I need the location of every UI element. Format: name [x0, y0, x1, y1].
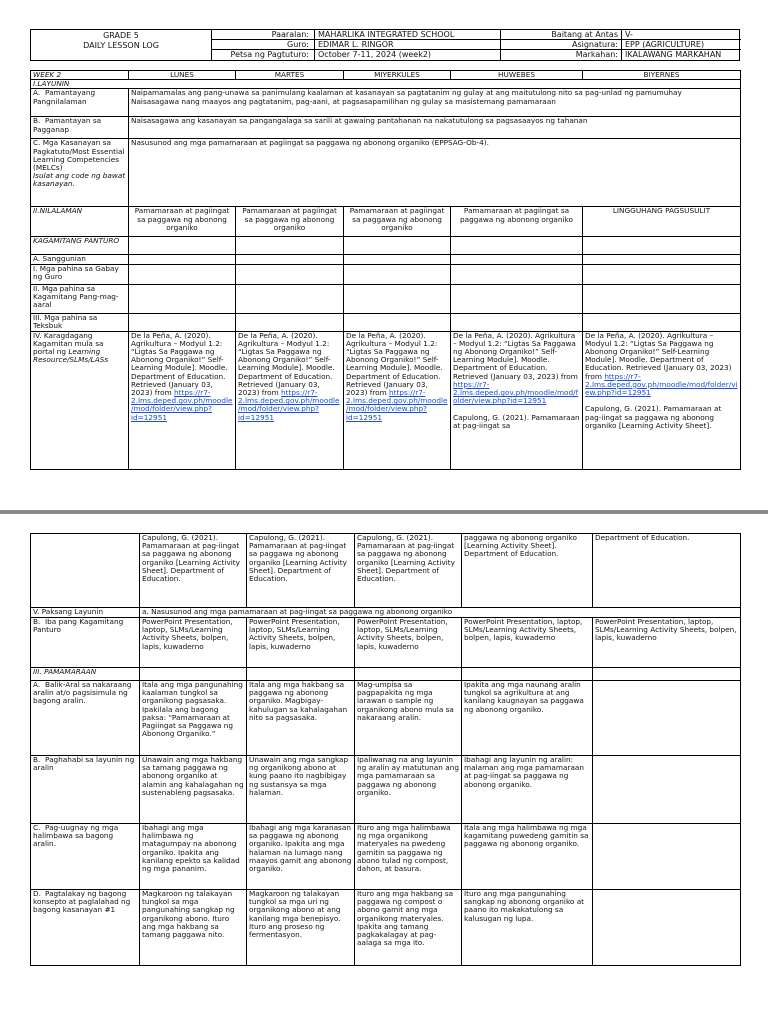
- reference-text: De la Peña, A. (2020). Agrikultura – Modyul 1.2: “Ligtas Sa Paggawa ng Abonong Organiko!” Self-Learning Module]. Moodle. Department of Education. Retrieved (January 03, 2023) from: [238, 331, 335, 398]
- reference-friday: [583, 331, 741, 469]
- empty-cell: [236, 313, 344, 331]
- paghahabi-monday: Unawain ang mga hakbang sa tamang paggawa ng abonong organiko at alamin ang kahalagahan ng sustenableng pagsasaka.: [140, 756, 247, 824]
- pag-uugnay-wednesday: Ituro ang mga halimbawa ng mga organikong materyales na pwedeng gamitin sa paggawa ng abono tulad ng compost, dahon, at basura.: [355, 824, 462, 890]
- pag-uugnay-tuesday: Ibahagi ang mga karanasan sa paggawa ng abonong organiko. Ipakita ang mga halaman na lumago nang maayos gamit ang abonong organiko.: [247, 824, 355, 890]
- row-mark: B.: [33, 755, 41, 764]
- iba-pang-kagamitan-row: [31, 618, 741, 668]
- nilalaman-friday: LINGGUHANG PAGSUSULIT: [583, 207, 741, 237]
- empty-cell: [583, 264, 741, 284]
- empty-cell: [583, 237, 741, 255]
- reference-cont-wednesday: Capulong, G. (2021). Pamamaraan at pag-iingat sa paggawa ng abonong organiko [Learning Activity Sheet]. Department of Education.: [355, 534, 462, 608]
- empty-cell: [129, 264, 236, 284]
- nilalaman-thursday: Pamamaraan at pagiingat sa paggawa ng abonong organiko: [451, 207, 583, 237]
- references-row: [31, 331, 741, 469]
- reference-link[interactable]: https://r7-2.lms.deped.gov.ph/moodle/mod/folder/view.php?id=12951: [131, 388, 233, 422]
- pamamaraan-title: III. PAMAMARAAN: [31, 668, 140, 681]
- reference-link[interactable]: https://r7-2.lms.deped.gov.ph/moodle/mod/folder/view.php?id=12951: [238, 388, 340, 422]
- reference-cont-monday: Capulong, G. (2021). Pamamaraan at pag-iingat sa paggawa ng abonong organiko [Learning Activity Sheet]. Department of Education.: [140, 534, 247, 608]
- empty-cell: [236, 255, 344, 264]
- pag-uugnay-row: [31, 824, 741, 890]
- day-friday: BIYERNES: [583, 71, 741, 80]
- kagamitan-pages-row: [31, 284, 741, 313]
- reference-tuesday: [236, 331, 344, 469]
- empty-cell: [344, 284, 451, 313]
- empty-cell: [31, 534, 140, 608]
- empty-cell: [583, 313, 741, 331]
- reference-text: De la Peña, A. (2020). Agrikultura – Modyul 1.2: “Ligtas Sa Paggawa ng Abonong Organiko!” Self-Learning Module]. Moodle. Department of Education. Retrieved (January 03, 2023) from: [131, 331, 228, 398]
- karagdagang-label: [31, 331, 129, 469]
- empty-cell: [593, 668, 741, 681]
- empty-cell: [344, 264, 451, 284]
- reference-text: De la Peña, A. (2020). Agrikultura – Modyul 1.2: “Ligtas Sa Paggawa ng Abonong Organiko!” Self-Learning Module]. Moodle. Department of Education. Retrieved (January 03, 2023) from: [346, 331, 443, 398]
- iba-thursday: PowerPoint Presentation, laptop, SLMs/Learning Activity Sheets, bolpen, lapis, kuwaderno: [462, 618, 593, 668]
- empty-cell: [462, 668, 593, 681]
- row-mark: B.: [33, 116, 41, 126]
- pamantayang-row: [31, 89, 741, 117]
- lesson-plan-table: [30, 70, 741, 470]
- pagganap-text: Naisasagawa ang kasanayan sa pangangalaga sa sarili at gawaing pantahanan na nakatutulong sa pagsasaayos ng tahanan: [129, 117, 741, 139]
- row-label-text: Pag-uugnay ng mga halimbawa sa bagong aralin.: [33, 823, 119, 849]
- paksang-label: V. Paksang Layunin: [31, 608, 140, 618]
- gabay-row: [31, 264, 741, 284]
- teksbuk-label: III. Mga pahina sa Teksbuk: [31, 313, 129, 331]
- karagdagang-text: IV. Karagdagang Kagamitan mula sa portal ng: [33, 331, 104, 357]
- row-label-text: Iba pang Kagamitang Panturo: [33, 617, 124, 635]
- week-label: WEEK 2: [31, 71, 129, 80]
- empty-cell: [451, 284, 583, 313]
- sanggunian-label: A. Sanggunian: [31, 255, 129, 264]
- day-wednesday: MIYERKULES: [344, 71, 451, 80]
- pagganap-row: [31, 117, 741, 139]
- days-header-row: [31, 71, 741, 80]
- empty-cell: [593, 890, 741, 966]
- empty-cell: [593, 824, 741, 890]
- row-mark: A.: [33, 680, 41, 689]
- kagamitan-pages-label: II. Mga pahina sa Kagamitang Pang-mag-aaral: [31, 284, 129, 313]
- paksang-text: a. Nasusunod ang mga pamamaraan at pag-iingat sa paggawa ng abonong organiko: [140, 608, 741, 618]
- pagtalakay-tuesday: Magkaroon ng talakayan tungkol sa mga uri ng organikong abono at ang kanilang mga benepisyo. Ituro ang proseso ng fermentasyon.: [247, 890, 355, 966]
- empty-cell: [451, 313, 583, 331]
- sanggunian-row: [31, 255, 741, 264]
- paghahabi-row: [31, 756, 741, 824]
- grade-line: GRADE 5: [103, 31, 139, 40]
- subject-value: EPP (AGRICULTURE): [621, 40, 739, 50]
- iba-label: [31, 618, 140, 668]
- reference-wednesday: [344, 331, 451, 469]
- gabay-label: I. Mga pahina sa Gabay ng Guro: [31, 264, 129, 284]
- nilalaman-monday: Pamamaraan at pagiingat sa paggawa ng abonong organiko: [129, 207, 236, 237]
- pagtalakay-monday: Magkaroon ng talakayan tungkol sa mga pangunahing sangkap ng organikong abono. Ituro ang mga hakbang sa tamang paggawa nito.: [140, 890, 247, 966]
- reference-cont-friday: Department of Education.: [593, 534, 741, 608]
- reference-monday: [129, 331, 236, 469]
- reference-cont-tuesday: Capulong, G. (2021). Pamamaraan at pag-iingat sa paggawa ng abonong organiko [Learning Activity Sheet]. Department of Education.: [247, 534, 355, 608]
- melc-label: [31, 139, 129, 207]
- iba-tuesday: PowerPoint Presentation, laptop, SLMs/Learning Activity Sheets, bolpen, lapis, kuwaderno: [247, 618, 355, 668]
- pag-uugnay-thursday: Itala ang mga halimbawa ng mga kagamitang puwedeng gamitin sa paggawa ng abonong organiko.: [462, 824, 593, 890]
- layunin-title: I.LAYUNIN: [31, 80, 741, 89]
- empty-cell: [583, 284, 741, 313]
- empty-cell: [451, 264, 583, 284]
- balik-aral-label: [31, 681, 140, 756]
- reference-link[interactable]: https://r7-2.lms.deped.gov.ph/moodle/mod/folder/view.php?id=12951: [453, 379, 579, 406]
- grade-title-block: [31, 30, 212, 61]
- reference-link[interactable]: https://r7-2.lms.deped.gov.ph/moodle/mod/folder/view.php?id=12951: [585, 371, 738, 398]
- empty-cell: [129, 313, 236, 331]
- references-continued-row: [31, 534, 741, 608]
- nilalaman-wednesday: Pamamaraan at pagiingat sa paggawa ng abonong organiko: [344, 207, 451, 237]
- pagtalakay-thursday: Ituro ang mga pangunahing sangkap ng abonong organiko at paano ito makakatulong sa kalusugan ng lupa.: [462, 890, 593, 966]
- reference-link[interactable]: https://r7-2.lms.deped.gov.ph/moodle/mod/folder/view.php?id=12951: [346, 388, 448, 422]
- row-label-text: Pagtalakay ng bagong konsepto at paglalahad ng bagong kasanayan #1: [33, 889, 131, 915]
- paksang-layunin-row: [31, 608, 741, 618]
- empty-cell: [129, 255, 236, 264]
- school-value: MAHARLIKA INTEGRATED SCHOOL: [314, 30, 500, 40]
- pamantayang-text: Naipamamalas ang pang-unawa sa panimulang kaalaman at kasanayan sa pagtatanim ng gulay at ang maitutulong nito sa pag-unlad ng pamumuhay Naisasagawa nang maayos ang pagtatanim, pag-aani, at pagsasapamilihan ng gulay sa masistemang pamamaraan: [129, 89, 741, 117]
- document-page-1: [0, 0, 768, 510]
- day-tuesday: MARTES: [236, 71, 344, 80]
- pag-uugnay-monday: Ibahagi ang mga halimbawa ng matagumpay na abonong organiko. Ipakita ang kanilang epekto sa kalidad ng mga pananim.: [140, 824, 247, 890]
- row-label-text: Paghahabi sa layunin ng aralin: [33, 755, 135, 773]
- row-label-text: Pamantayang Pangnilalaman: [33, 88, 96, 106]
- empty-cell: [451, 237, 583, 255]
- teacher-value: EDIMAR L. RINGOR: [314, 40, 500, 50]
- row-mark: D.: [33, 889, 41, 898]
- pagtalakay-wednesday: Ituro ang mga hakbang sa paggawa ng compost o abono gamit ang mga organikong materyales. Ipakita ang tamang pagkakalagay at pag-aalaga sa mga ito.: [355, 890, 462, 966]
- kagamitan-title: KAGAMITANG PANTURO: [31, 237, 129, 255]
- balik-aral-tuesday: Itala ang mga hakbang sa paggawa ng abonong organiko. Magbigay-kahulugan sa kahalagahan nito sa pagsasaka.: [247, 681, 355, 756]
- balik-aral-thursday: Ipakita ang mga naunang aralin tungkol sa agrikultura at ang kanilang kaugnayan sa paggawa ng abonong organiko.: [462, 681, 593, 756]
- empty-cell: [236, 284, 344, 313]
- row-label-text: Balik-Aral sa nakaraang aralin at/o pagsisimula ng bagong aralin.: [33, 680, 132, 706]
- karagdagang-italic: Learning Resource/SLMs/LASs: [33, 347, 109, 365]
- melc-text: Nasusunod ang mga pamamaraan at pagiingat sa paggawa ng abonong organiko (EPPSAG-Ob-4).: [129, 139, 741, 207]
- empty-cell: [355, 668, 462, 681]
- subject-label: Asignatura:: [571, 40, 618, 49]
- pamantayang-label: [31, 89, 129, 117]
- balik-aral-monday: Itala ang mga pangunahing kaalaman tungkol sa organikong pagsasaka. Ipakilala ang bagong paksa: “Pamamaraan at Pagiingat sa Paggawa ng Abonong Organiko.”: [140, 681, 247, 756]
- day-thursday: HUWEBES: [451, 71, 583, 80]
- log-title: DAILY LESSON LOG: [83, 41, 159, 50]
- teksbuk-row: [31, 313, 741, 331]
- paghahabi-label: [31, 756, 140, 824]
- empty-cell: [236, 264, 344, 284]
- pag-uugnay-label: [31, 824, 140, 890]
- nilalaman-tuesday: Pamamaraan at pagiingat sa paggawa ng abonong organiko: [236, 207, 344, 237]
- row-label-text: Pamantayan sa Pagganap: [33, 116, 102, 134]
- empty-cell: [344, 313, 451, 331]
- pamamaraan-row: [31, 668, 741, 681]
- reference-thursday: [451, 331, 583, 469]
- empty-cell: [344, 255, 451, 264]
- reference-tail: Capulong, G. (2021). Pamamaraan at pag-iingat sa paggawa ng abonong organiko [Learning Activity Sheet].: [585, 404, 722, 430]
- empty-cell: [593, 681, 741, 756]
- row-mark: A.: [33, 88, 41, 98]
- nilalaman-title: II.NILALAMAN: [31, 207, 129, 237]
- empty-cell: [247, 668, 355, 681]
- grade-value: V-: [621, 30, 739, 40]
- empty-cell: [129, 284, 236, 313]
- grade-label: Baitang at Antas: [551, 30, 618, 39]
- row-mark: C.: [33, 823, 41, 832]
- lesson-log-header: [30, 29, 740, 61]
- layunin-row: [31, 80, 741, 89]
- row-mark: B.: [33, 617, 41, 626]
- melc-note: Isulat ang code ng bawat kasanayan.: [33, 171, 126, 189]
- paghahabi-thursday: Ibahagi ang layunin ng aralin: malaman ang mga pamamaraan at pag-iingat sa paggawa ng abonong organiko.: [462, 756, 593, 824]
- quarter-label: Markahan:: [575, 50, 618, 59]
- dates-value: October 7-11, 2024 (week2): [314, 50, 500, 60]
- pagtalakay-label: [31, 890, 140, 966]
- empty-cell: [593, 756, 741, 824]
- quarter-value: IKALAWANG MARKAHAN: [621, 50, 739, 60]
- empty-cell: [451, 255, 583, 264]
- melc-label-text: C. Mga Kasanayan sa Pagkatuto/Most Essential Learning Competencies (MELCs): [33, 138, 125, 173]
- paghahabi-wednesday: Ipaliwanag na ang layunin ng aralin ay matutunan ang mga pamamaraan sa paggawa ng abonong organiko.: [355, 756, 462, 824]
- balik-aral-row: [31, 681, 741, 756]
- balik-aral-wednesday: Mag-umpisa sa pagpapakita ng mga larawan o sample ng organikong abono mula sa nakaraang aralin.: [355, 681, 462, 756]
- dates-label: Petsa ng Pagtuturo:: [230, 50, 309, 59]
- melc-row: [31, 139, 741, 207]
- school-label: Paaralan:: [271, 30, 309, 39]
- reference-text: De la Peña, A. (2020). Agrikultura – Modyul 1.2: “Ligtas Sa Paggawa ng Abonong Organiko!” Self-Learning Module]. Moodle. Department of Education. Retrieved (January 03, 2023) from: [453, 331, 578, 381]
- reference-text: De la Peña, A. (2020). Agrikultura – Modyul 1.2: “Ligtas Sa Paggawa ng Abonong Organiko!” Self-Learning Module]. Moodle. Department of Education. Retrieved (January 03, 2023) from: [585, 331, 732, 381]
- iba-friday: PowerPoint Presentation, laptop, SLMs/Learning Activity Sheets, bolpen, lapis, kuwaderno: [593, 618, 741, 668]
- empty-cell: [140, 668, 247, 681]
- empty-cell: [344, 237, 451, 255]
- pagganap-label: [31, 117, 129, 139]
- reference-tail: Capulong, G. (2021). Pamamaraan at pag-iingat sa: [453, 412, 580, 430]
- paghahabi-tuesday: Unawain ang mga sangkap ng organikong abono at kung paano ito nagbibigay ng sustansya sa mga halaman.: [247, 756, 355, 824]
- lesson-plan-table-continued: [30, 533, 741, 966]
- pagtalakay-row: [31, 890, 741, 966]
- iba-wednesday: PowerPoint Presentation, laptop, SLMs/Learning Activity Sheets, bolpen, lapis, kuwaderno: [355, 618, 462, 668]
- empty-cell: [583, 255, 741, 264]
- teacher-label: Guro:: [287, 40, 309, 49]
- kagamitan-row: [31, 237, 741, 255]
- day-monday: LUNES: [129, 71, 236, 80]
- empty-cell: [236, 237, 344, 255]
- empty-cell: [129, 237, 236, 255]
- nilalaman-row: [31, 207, 741, 237]
- reference-cont-thursday: paggawa ng abonong organiko [Learning Activity Sheet]. Department of Education.: [462, 534, 593, 608]
- iba-monday: PowerPoint Presentation, laptop, SLMs/Learning Activity Sheets, bolpen, lapis, kuwaderno: [140, 618, 247, 668]
